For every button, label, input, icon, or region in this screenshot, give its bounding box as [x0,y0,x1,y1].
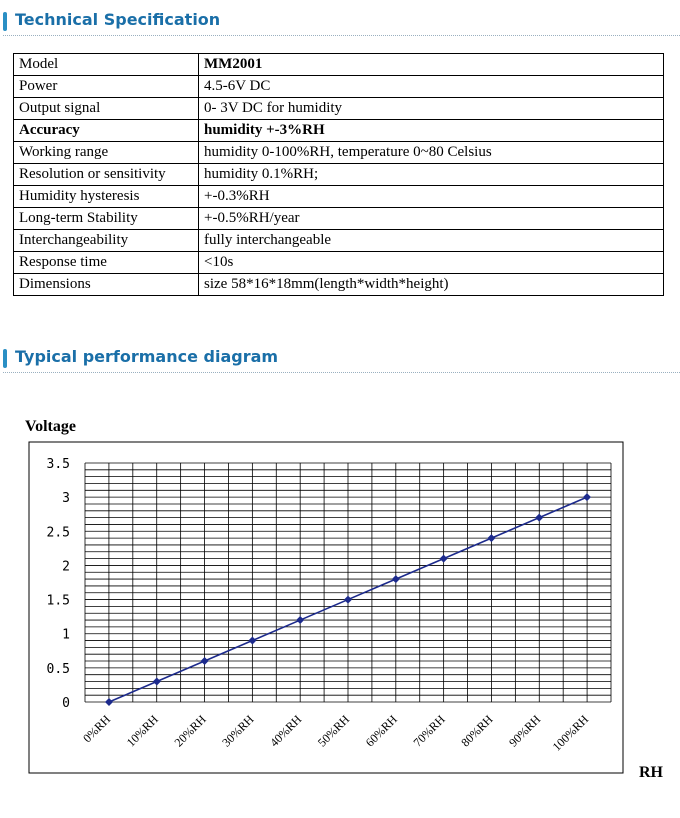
spec-value: fully interchangeable [199,230,664,252]
section-accent-bar [3,349,7,368]
spec-section-header [3,9,680,36]
x-tick-label: 10%RH [123,712,161,750]
spec-label: Humidity hysteresis [14,186,199,208]
spec-row [14,186,664,208]
spec-value: <10s [199,252,664,274]
y-tick-label: 3 [62,491,70,507]
data-point [201,657,209,665]
spec-row [14,54,664,76]
spec-row [14,164,664,186]
spec-label: Power [14,76,199,98]
spec-label: Response time [14,252,199,274]
performance-chart [0,400,680,800]
diagram-section-title: Typical performance diagram [15,347,279,366]
data-point [535,514,543,522]
data-point [487,534,495,542]
y-tick-label: 0.5 [46,661,70,677]
data-point [153,678,161,686]
spec-row [14,208,664,230]
x-tick-label: 30%RH [219,712,257,750]
x-tick-label: 0%RH [80,712,114,746]
data-point [344,596,352,604]
spec-value: +-0.5%RH/year [199,208,664,230]
spec-value: humidity +-3%RH [199,120,664,142]
data-point [296,616,304,624]
x-tick-label: 90%RH [506,712,544,750]
x-tick-label: 80%RH [458,712,496,750]
spec-row [14,274,664,296]
spec-value: humidity 0-100%RH, temperature 0~80 Celsius [199,142,664,164]
spec-label: Output signal [14,98,199,120]
spec-value: size 58*16*18mm(length*width*height) [199,274,664,296]
data-point [105,698,113,706]
spec-label: Accuracy [14,120,199,142]
spec-row [14,120,664,142]
spec-label: Interchangeability [14,230,199,252]
x-tick-label: 40%RH [267,712,305,750]
x-tick-label: 60%RH [362,712,400,750]
spec-label: Dimensions [14,274,199,296]
spec-section-title: Technical Specification [15,10,221,29]
spec-row [14,98,664,120]
spec-value: +-0.3%RH [199,186,664,208]
spec-label: Resolution or sensitivity [14,164,199,186]
spec-row [14,230,664,252]
spec-table [13,53,664,296]
spec-label: Long-term Stability [14,208,199,230]
x-tick-label: 70%RH [410,712,448,750]
spec-row [14,252,664,274]
data-point [440,555,448,563]
x-tick-label: 20%RH [171,712,209,750]
spec-value: 0- 3V DC for humidity [199,98,664,120]
spec-label: Working range [14,142,199,164]
y-tick-label: 1 [62,627,70,643]
spec-label: Model [14,54,199,76]
spec-value: humidity 0.1%RH; [199,164,664,186]
spec-value: 4.5-6V DC [199,76,664,98]
spec-row [14,142,664,164]
data-point [392,575,400,583]
x-tick-label: 100%RH [549,712,592,754]
spec-row [14,76,664,98]
y-axis-label: Voltage [25,418,76,435]
y-tick-label: 3.5 [46,457,70,472]
section-accent-bar [3,12,7,31]
y-tick-label: 0 [62,696,70,711]
x-axis-label: RH [639,764,663,781]
y-tick-label: 2 [62,559,70,575]
y-tick-label: 1.5 [46,593,70,609]
x-axis-ticks [80,712,591,754]
data-point [248,637,256,645]
y-axis-ticks [47,457,70,711]
spec-value: MM2001 [199,54,664,76]
y-tick-label: 2.5 [46,525,70,541]
x-tick-label: 50%RH [314,712,353,750]
data-point [583,493,591,501]
chart-grid [85,463,611,702]
diagram-section-header [3,346,680,373]
